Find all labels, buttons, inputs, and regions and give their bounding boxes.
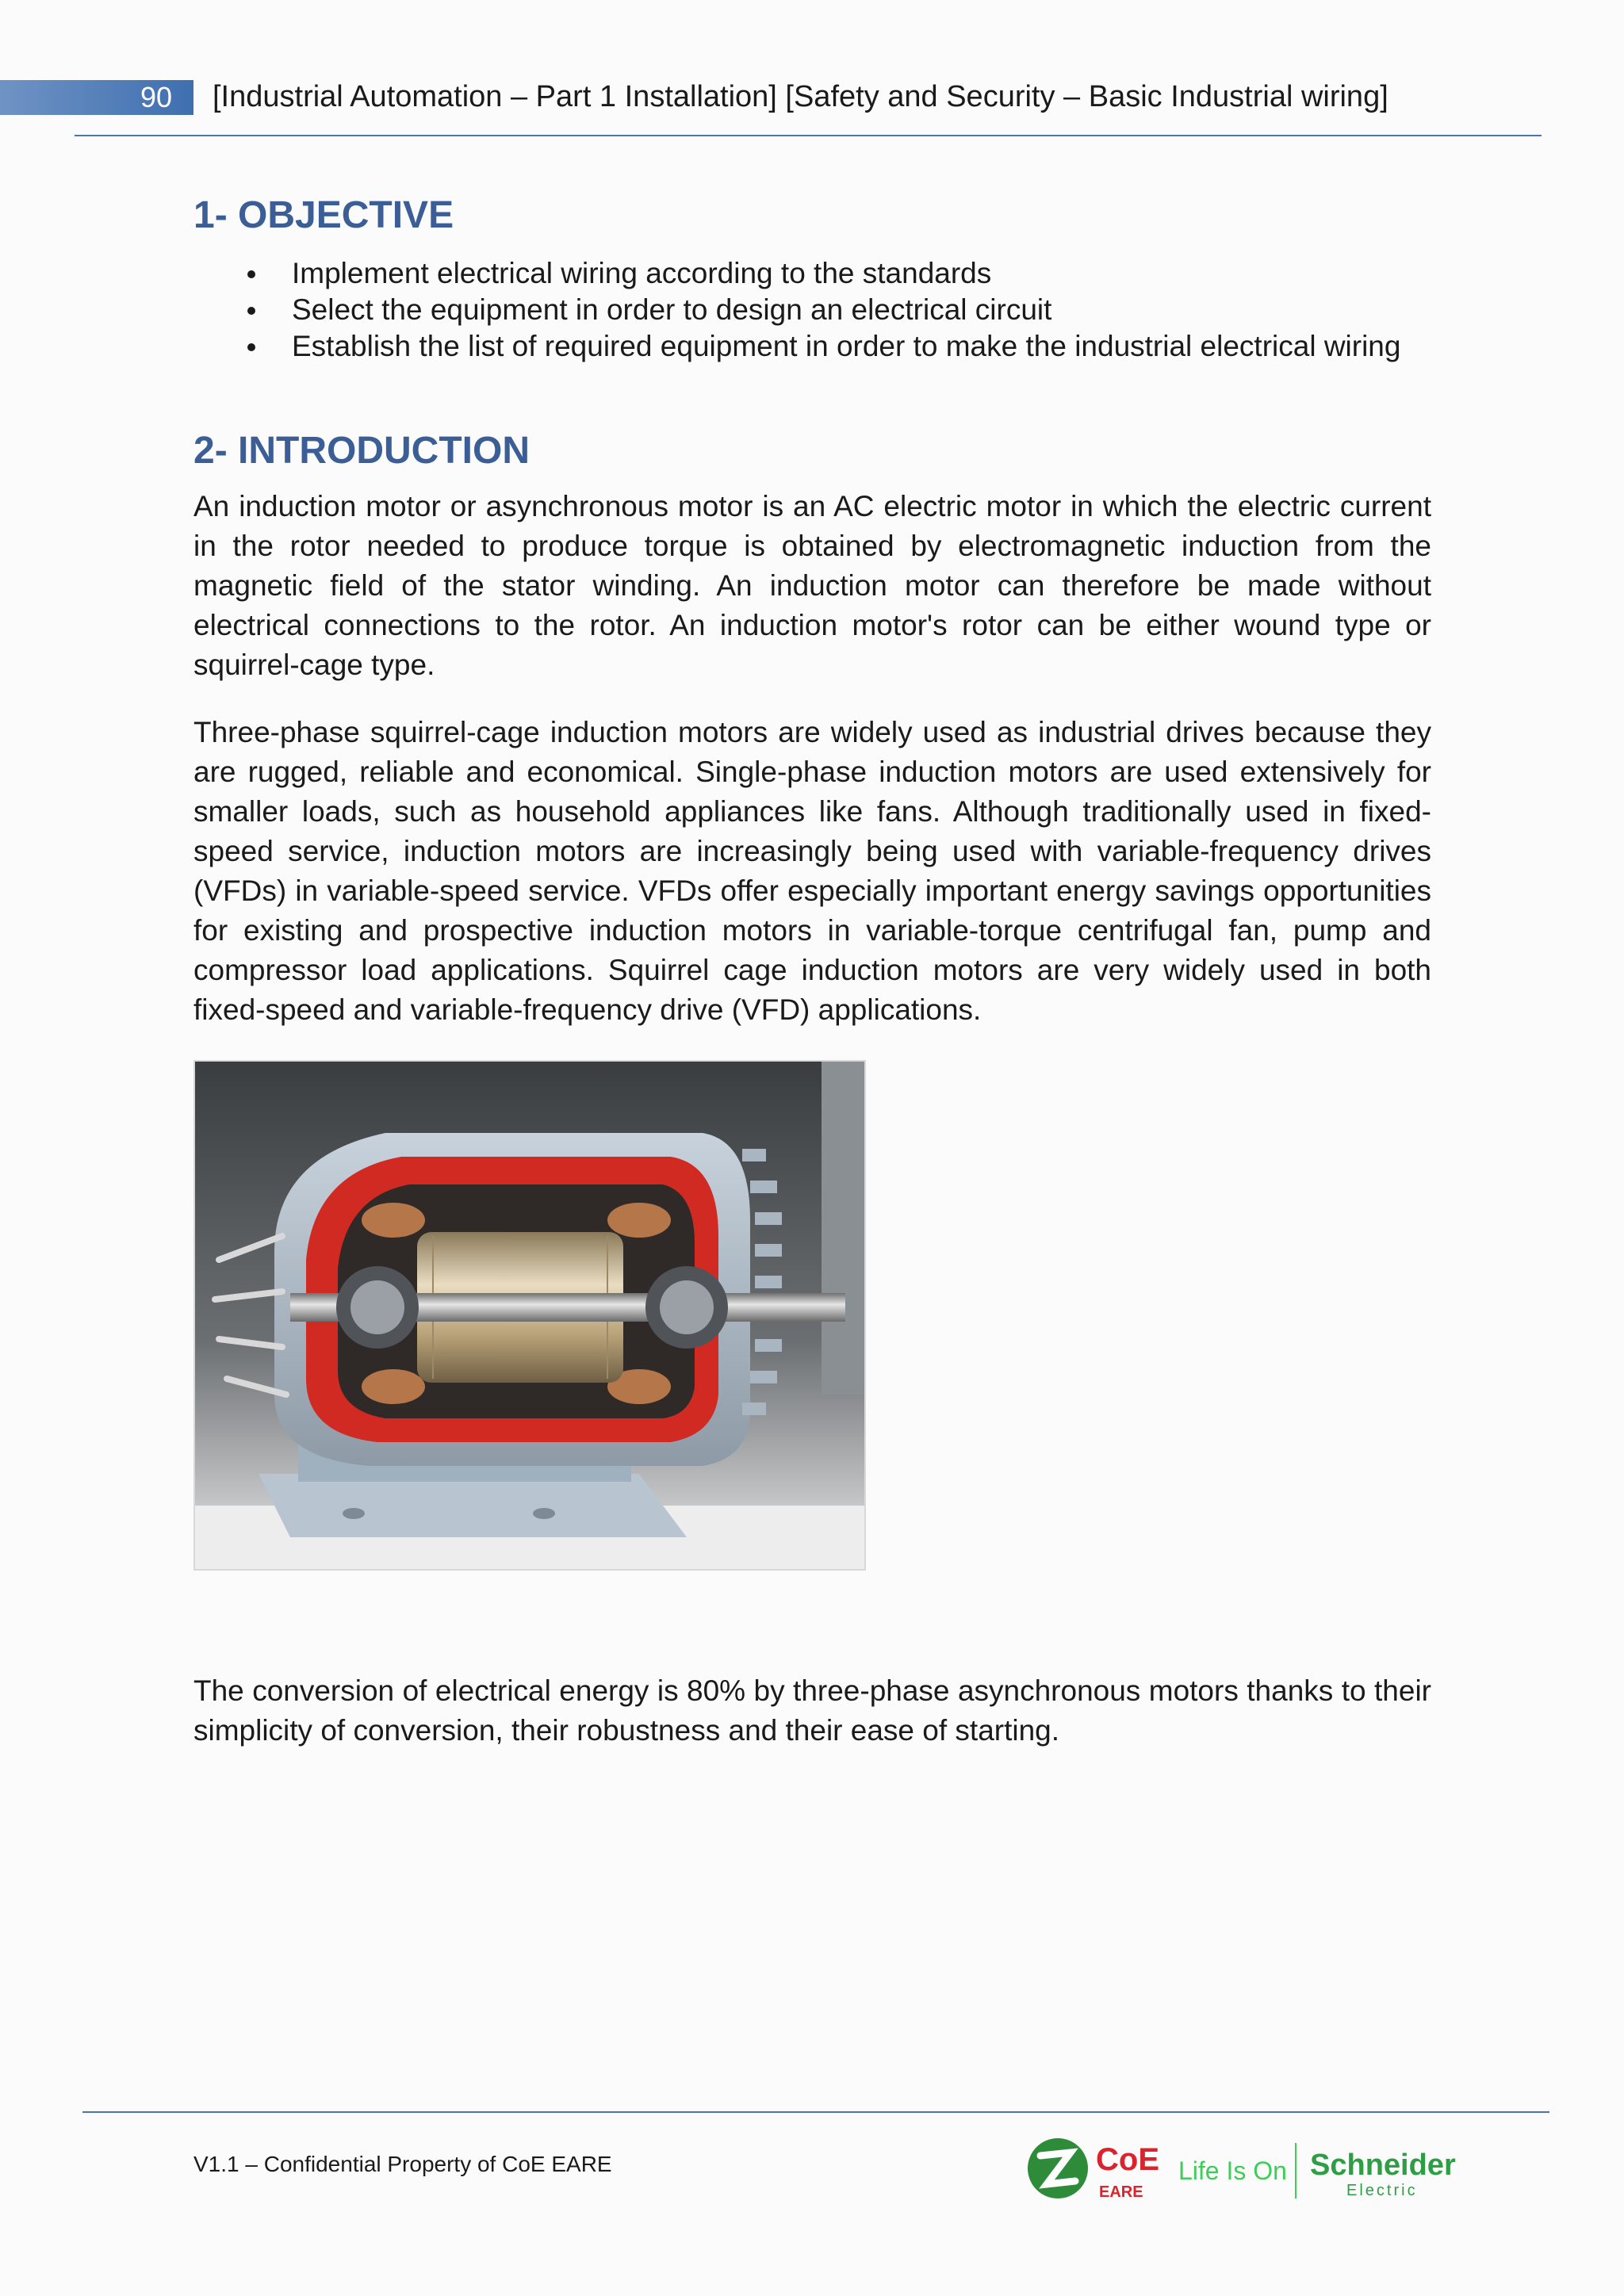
coe-eare-logo <box>1028 2138 1159 2201</box>
list-item: Establish the list of required equipment in order to make the industrial electrical wiring <box>193 328 1400 365</box>
header-title: [Industrial Automation – Part 1 Installation] [Safety and Security – Basic Industrial wiring] <box>213 80 1388 113</box>
schneider-text: Schneider <box>1310 2149 1456 2182</box>
objective-heading: 1- OBJECTIVE <box>193 194 454 236</box>
schneider-electric-logo <box>1310 2149 1456 2199</box>
list-item: Implement electrical wiring according to the standards <box>193 255 1400 292</box>
coe-text: CoE <box>1096 2142 1159 2177</box>
intro-paragraph: Three-phase squirrel-cage induction motors are widely used as industrial drives because they are rugged, reliable and economical. Single-phase induction motors are used extensively for smaller loads, such as household appliances like fans. Although traditionally used in fixed-speed service, induction motors are increasingly being used with variable-frequency drives (VFDs) in variable-speed service. VFDs offer especially important energy savings opportunities for existing and prospective induction motors in variable-torque centrifugal fan, pump and compressor load applications. Squirrel cage induction motors are very widely used in both fixed-speed and variable-frequency drive (VFD) applications. <box>193 716 1431 1026</box>
footer-note: V1.1 – Confidential Property of CoE EARE <box>193 2152 612 2176</box>
list-item: Select the equipment in order to design an electrical circuit <box>193 292 1400 328</box>
conclusion-paragraph: The conversion of electrical energy is 80% by three-phase asynchronous motors thanks to their simplicity of conversion, their robustness and their ease of starting. <box>193 1674 1431 1747</box>
objective-list <box>193 255 1400 365</box>
electric-text: Electric <box>1346 2182 1418 2199</box>
footer-logos <box>1023 2129 1467 2208</box>
intro-paragraph: An induction motor or asynchronous motor is an AC electric motor in which the electric current in the rotor needed to produce torque is obtained by electromagnetic induction from the magnetic field of the stator winding. An induction motor can therefore be made without electrical connections to the rotor. An induction motor's rotor can be either wound type or squirrel-cage type. <box>193 490 1431 681</box>
motor-cutaway-image <box>193 1060 866 1571</box>
eare-text: EARE <box>1099 2183 1143 2201</box>
footer-divider <box>82 2111 1549 2113</box>
life-is-on-tagline: Life Is On <box>1178 2156 1287 2185</box>
introduction-heading: 2- INTRODUCTION <box>193 430 530 472</box>
page-number: 90 <box>140 81 173 113</box>
header-divider <box>75 135 1542 136</box>
